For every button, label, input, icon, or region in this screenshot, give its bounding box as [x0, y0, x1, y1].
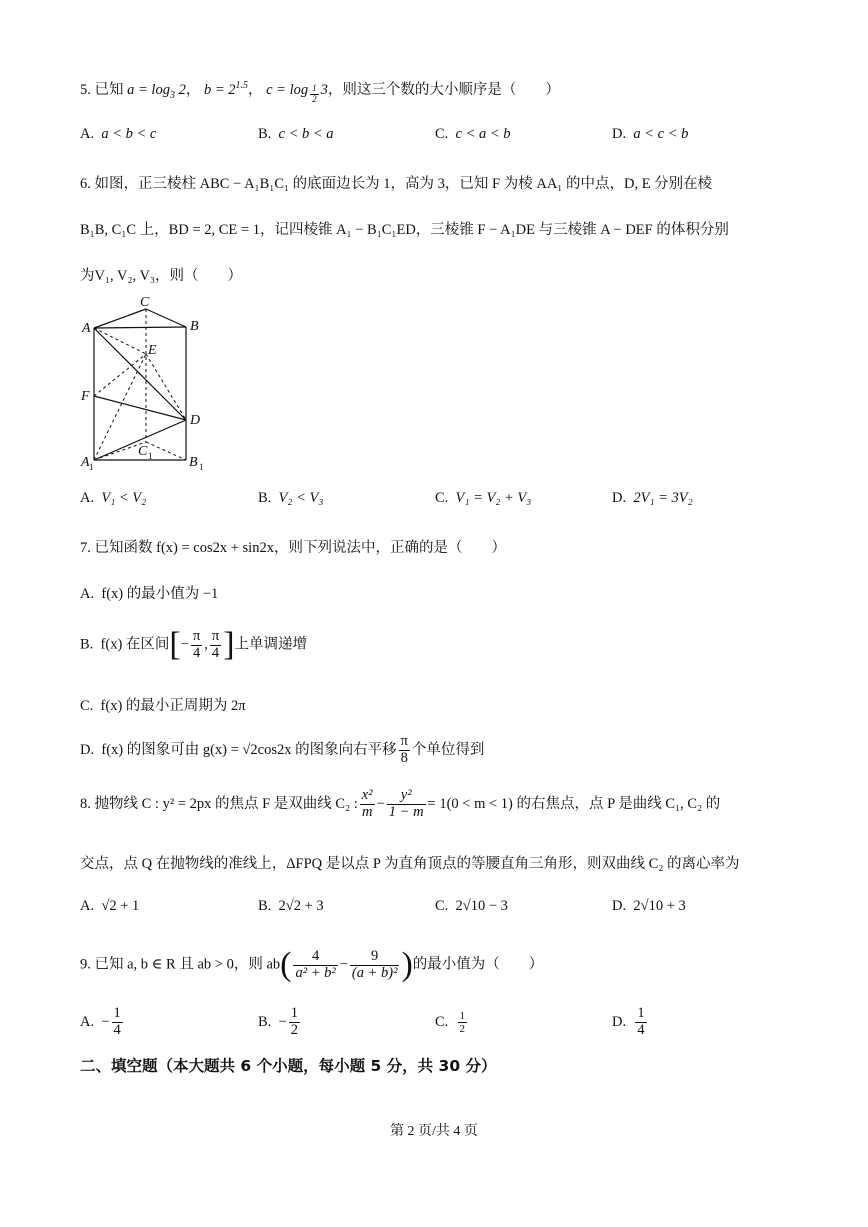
q5-b: $b = 2^{1.5}$	[203, 80, 248, 98]
q7-option-d[interactable]: D. f(x) 的图象可由 g(x) = √2cos2x 的图象向右平移 $\frac{\pi}{8}$ 个单位得到	[80, 733, 485, 766]
figure-label-C1: C	[138, 444, 148, 459]
q5-option-c[interactable]: C. c < a < b	[435, 126, 511, 142]
q8-option-b[interactable]: B. 2√2 + 3	[258, 898, 324, 914]
q7-option-b[interactable]: B. f(x) 在区间[− $\frac{\pi}{4}$ , $\frac{\pi}{4}$ ]上单调递增	[80, 626, 308, 663]
q7-option-a[interactable]: A. f(x) 的最小值为 −1	[80, 586, 219, 602]
q6-stem-line1: 6. 如图，正三棱柱 ABC − A₁B₁C₁ 的底面边长为 1，高为 3，已知 F 为棱 AA₁ 的中点，D, E 分别在棱	[80, 176, 713, 192]
q9-option-c[interactable]: C. $\frac{1}{2}$	[435, 1010, 466, 1036]
figure-label-E: E	[148, 343, 157, 358]
figure-label-A1: A	[81, 455, 90, 470]
q9-option-d[interactable]: D. $\frac{1}{4}$	[612, 1005, 645, 1038]
figure-label-D: D	[190, 413, 201, 428]
figure-label-C1-sub: 1	[148, 451, 153, 461]
q5-tail: ，则这三个数的大小顺序是（ ）	[327, 82, 560, 98]
q6-option-b[interactable]: B. V₂ < V₃	[258, 490, 324, 506]
q6-stem-line3: 为V₁, V₂, V₃，则（ ）	[80, 268, 243, 284]
q5-c: c = log $\frac{1}{2}$ 3	[266, 82, 328, 104]
figure-label-A1-sub: 1	[89, 462, 94, 472]
q6-option-c[interactable]: C. V₁ = V₂ + V₃	[435, 490, 532, 506]
q6-option-d[interactable]: D. 2V₁ = 3V₂	[612, 490, 693, 506]
q5-a: $a = \log_3 2$	[127, 82, 186, 101]
figure-label-B1-sub: 1	[199, 462, 204, 472]
figure-label-C: C	[140, 295, 150, 310]
q6-stem-line2: B₁B, C₁C 上，BD = 2, CE = 1，记四棱锥 A₁ − B₁C₁ED，三棱锥 F − A₁DE 与三棱锥 A − DEF 的体积分别	[80, 222, 729, 238]
q5-pre: 已知	[94, 82, 124, 98]
q9-option-b[interactable]: B. − $\frac{1}{2}$	[258, 1005, 298, 1038]
q9-option-a[interactable]: A. − $\frac{1}{4}$	[80, 1005, 121, 1038]
q6-prism-figure	[78, 292, 218, 472]
page-footer: 第 2 页/共 4 页	[390, 1124, 478, 1139]
figure-label-A: A	[82, 321, 91, 336]
q6-option-a[interactable]: A. V₁ < V₂	[80, 490, 147, 506]
q8-option-d[interactable]: D. 2√10 + 3	[612, 898, 686, 914]
q7-option-c[interactable]: C. f(x) 的最小正周期为 2π	[80, 698, 246, 714]
q8-option-a[interactable]: A. √2 + 1	[80, 898, 140, 914]
q5-sep2: ，	[248, 82, 263, 98]
q8-stem-line1: 8. 抛物线 C : y² = 2px 的焦点 F 是双曲线 C₂ : $\frac{\text{x²}}{m}$ − $\frac{\text{y²}}{1 - m}$ = 1(0 < m < 1) 的右焦点，点 P 是曲线 C₁, C₂ 的	[80, 787, 721, 820]
figure-label-B1: B	[189, 455, 198, 470]
q7-stem: 7. 已知函数 f(x) = cos2x + sin2x，则下列说法中，正确的是（ ）	[80, 540, 506, 556]
figure-label-F: F	[81, 389, 90, 404]
q5-option-d[interactable]: D. a < c < b	[612, 126, 689, 142]
figure-label-B: B	[190, 319, 199, 334]
q5-stem	[80, 78, 560, 105]
q8-option-c[interactable]: C. 2√10 − 3	[435, 898, 508, 914]
q5-option-a[interactable]: A. a < b < c	[80, 126, 157, 142]
q9-stem: 9. 已知 a, b ∈ R 且 ab > 0，则 ab( $\frac{4}{\text{a² + b²}}$ − $\frac{9}{\text{(a + b)²}}$ )的最小值为（ ）	[80, 946, 544, 983]
section-fill-in-blank-heading: 二、填空题（本大题共 6 个小题，每小题 5 分，共 30 分）	[80, 1057, 497, 1075]
q5-option-b[interactable]: B. c < b < a	[258, 126, 334, 142]
q8-stem-line2: 交点，点 Q 在抛物线的准线上，ΔFPQ 是以点 P 为直角顶点的等腰直角三角形，则双曲线 C₂ 的离心率为	[80, 856, 740, 872]
q5-sep1: ，	[185, 82, 201, 98]
q5-number: 5.	[80, 82, 91, 98]
